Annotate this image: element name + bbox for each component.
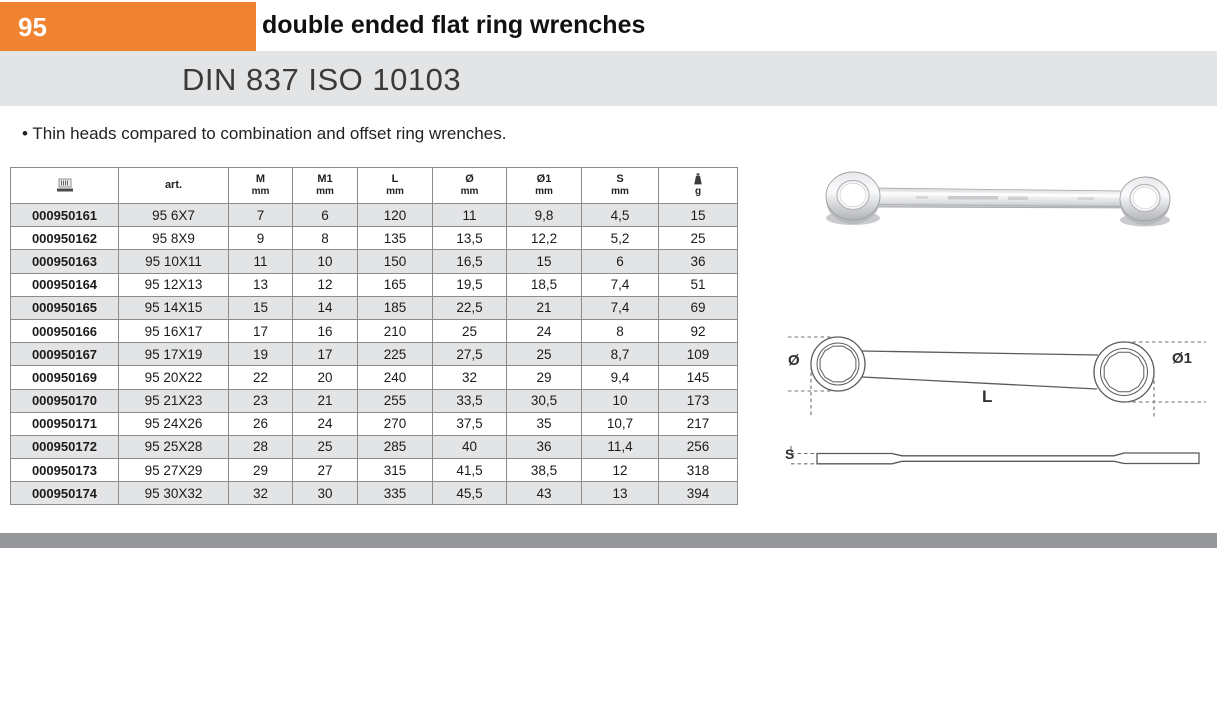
table-cell: 145 — [659, 366, 738, 389]
table-cell: 255 — [358, 389, 433, 412]
column-header-s: S mm — [582, 168, 659, 204]
table-cell: 394 — [659, 482, 738, 505]
column-header-m1: M1 mm — [293, 168, 358, 204]
table-cell: 256 — [659, 435, 738, 458]
code-cell: 000950169 — [11, 366, 119, 389]
table-row — [11, 204, 738, 227]
code-cell: 000950165 — [11, 296, 119, 319]
table-cell: 32 — [433, 366, 507, 389]
table-cell: 21 — [507, 296, 582, 319]
table-header-row — [11, 168, 738, 204]
code-cell: 000950164 — [11, 273, 119, 296]
table-cell: 95 16X17 — [119, 319, 229, 342]
table-cell: 25 — [293, 435, 358, 458]
table-cell: 25 — [659, 227, 738, 250]
table-cell: 95 21X23 — [119, 389, 229, 412]
table-cell: 217 — [659, 412, 738, 435]
table-cell: 38,5 — [507, 459, 582, 482]
table-row — [11, 273, 738, 296]
table-cell: 270 — [358, 412, 433, 435]
table-row — [11, 459, 738, 482]
table-cell: 95 17X19 — [119, 343, 229, 366]
table-row — [11, 227, 738, 250]
column-header-diameter1: Ø1 mm — [507, 168, 582, 204]
table-cell: 27,5 — [433, 343, 507, 366]
table-cell: 12 — [582, 459, 659, 482]
table-cell: 41,5 — [433, 459, 507, 482]
code-cell: 000950170 — [11, 389, 119, 412]
table-cell: 27 — [293, 459, 358, 482]
table-cell: 12 — [293, 273, 358, 296]
table-cell: 120 — [358, 204, 433, 227]
table-cell: 6 — [582, 250, 659, 273]
table-cell: 17 — [229, 319, 293, 342]
table-cell: 23 — [229, 389, 293, 412]
table-cell: 30 — [293, 482, 358, 505]
table-cell: 92 — [659, 319, 738, 342]
table-cell: 18,5 — [507, 273, 582, 296]
table-cell: 285 — [358, 435, 433, 458]
code-cell: 000950162 — [11, 227, 119, 250]
table-cell: 10 — [293, 250, 358, 273]
table-row — [11, 389, 738, 412]
table-cell: 185 — [358, 296, 433, 319]
standard-text: DIN 837 ISO 10103 — [182, 62, 462, 97]
model-number-block — [0, 2, 256, 51]
table-cell: 40 — [433, 435, 507, 458]
table-cell: 29 — [229, 459, 293, 482]
table-cell: 24 — [293, 412, 358, 435]
table-cell: 165 — [358, 273, 433, 296]
table-cell: 335 — [358, 482, 433, 505]
table-cell: 95 8X9 — [119, 227, 229, 250]
table-cell: 95 30X32 — [119, 482, 229, 505]
table-cell: 14 — [293, 296, 358, 319]
table-cell: 95 20X22 — [119, 366, 229, 389]
table-cell: 8 — [293, 227, 358, 250]
table-cell: 9,8 — [507, 204, 582, 227]
table-cell: 95 10X11 — [119, 250, 229, 273]
table-cell: 9 — [229, 227, 293, 250]
table-cell: 95 27X29 — [119, 459, 229, 482]
table-cell: 69 — [659, 296, 738, 319]
column-header-code — [11, 168, 119, 204]
page-header — [0, 0, 1217, 51]
table-cell: 315 — [358, 459, 433, 482]
table-cell: 17 — [293, 343, 358, 366]
table-cell: 11 — [229, 250, 293, 273]
table-cell: 7 — [229, 204, 293, 227]
table-cell: 15 — [507, 250, 582, 273]
table-cell: 22,5 — [433, 296, 507, 319]
table-row — [11, 296, 738, 319]
table-cell: 36 — [659, 250, 738, 273]
table-cell: 95 14X15 — [119, 296, 229, 319]
spec-table — [10, 167, 738, 505]
table-cell: 26 — [229, 412, 293, 435]
code-cell: 000950174 — [11, 482, 119, 505]
table-cell: 7,4 — [582, 273, 659, 296]
barcode-icon — [55, 178, 75, 193]
table-cell: 95 25X28 — [119, 435, 229, 458]
table-cell: 25 — [433, 319, 507, 342]
table-cell: 95 24X26 — [119, 412, 229, 435]
table-cell: 10,7 — [582, 412, 659, 435]
table-cell: 24 — [507, 319, 582, 342]
table-row — [11, 482, 738, 505]
table-row — [11, 343, 738, 366]
table-cell: 150 — [358, 250, 433, 273]
table-cell: 28 — [229, 435, 293, 458]
code-cell: 000950173 — [11, 459, 119, 482]
dimension-label-diameter: Ø — [788, 352, 800, 369]
table-cell: 29 — [507, 366, 582, 389]
column-header-weight: g — [659, 168, 738, 204]
table-cell: 109 — [659, 343, 738, 366]
table-cell: 6 — [293, 204, 358, 227]
table-cell: 21 — [293, 389, 358, 412]
table-row — [11, 319, 738, 342]
model-number: 95 — [18, 12, 47, 42]
table-cell: 95 12X13 — [119, 273, 229, 296]
code-cell: 000950171 — [11, 412, 119, 435]
table-cell: 11 — [433, 204, 507, 227]
table-cell: 33,5 — [433, 389, 507, 412]
table-cell: 35 — [507, 412, 582, 435]
table-cell: 25 — [507, 343, 582, 366]
table-cell: 22 — [229, 366, 293, 389]
table-cell: 13,5 — [433, 227, 507, 250]
table-cell: 32 — [229, 482, 293, 505]
standard-band — [0, 51, 1217, 106]
table-cell: 95 6X7 — [119, 204, 229, 227]
table-cell: 9,4 — [582, 366, 659, 389]
table-cell: 51 — [659, 273, 738, 296]
table-cell: 20 — [293, 366, 358, 389]
column-header-m: M mm — [229, 168, 293, 204]
table-cell: 12,2 — [507, 227, 582, 250]
table-cell: 16,5 — [433, 250, 507, 273]
table-cell: 13 — [582, 482, 659, 505]
column-header-art: art. — [119, 168, 229, 204]
table-row — [11, 366, 738, 389]
technical-drawing-side-view — [782, 438, 1202, 483]
table-cell: 30,5 — [507, 389, 582, 412]
dimension-label-diameter1: Ø1 — [1172, 350, 1193, 367]
code-cell: 000950172 — [11, 435, 119, 458]
table-cell: 13 — [229, 273, 293, 296]
dimension-label-length: L — [982, 387, 993, 406]
code-cell: 000950163 — [11, 250, 119, 273]
technical-drawing-top-view — [782, 320, 1210, 425]
table-row — [11, 250, 738, 273]
table-cell: 7,4 — [582, 296, 659, 319]
bottom-divider-bar — [0, 533, 1217, 548]
table-row — [11, 412, 738, 435]
table-cell: 225 — [358, 343, 433, 366]
dimension-label-thickness: S — [785, 446, 795, 462]
table-cell: 8 — [582, 319, 659, 342]
table-cell: 19,5 — [433, 273, 507, 296]
table-cell: 5,2 — [582, 227, 659, 250]
code-cell: 000950166 — [11, 319, 119, 342]
table-cell: 15 — [659, 204, 738, 227]
table-cell: 19 — [229, 343, 293, 366]
table-cell: 318 — [659, 459, 738, 482]
table-cell: 10 — [582, 389, 659, 412]
page-title: double ended flat ring wrenches — [262, 11, 646, 39]
code-cell: 000950161 — [11, 204, 119, 227]
table-cell: 43 — [507, 482, 582, 505]
table-cell: 135 — [358, 227, 433, 250]
table-cell: 37,5 — [433, 412, 507, 435]
code-cell: 000950167 — [11, 343, 119, 366]
table-cell: 36 — [507, 435, 582, 458]
product-photo-wrench — [798, 152, 1200, 268]
feature-bullet: • Thin heads compared to combination and offset ring wrenches. — [22, 124, 507, 143]
table-cell: 240 — [358, 366, 433, 389]
column-header-diameter: Ø mm — [433, 168, 507, 204]
weight-icon — [692, 173, 704, 185]
table-cell: 45,5 — [433, 482, 507, 505]
column-header-l: L mm — [358, 168, 433, 204]
table-cell: 173 — [659, 389, 738, 412]
table-cell: 210 — [358, 319, 433, 342]
table-cell: 4,5 — [582, 204, 659, 227]
table-row — [11, 435, 738, 458]
table-cell: 16 — [293, 319, 358, 342]
table-cell: 8,7 — [582, 343, 659, 366]
table-cell: 11,4 — [582, 435, 659, 458]
spec-table-body — [11, 204, 738, 505]
table-cell: 15 — [229, 296, 293, 319]
